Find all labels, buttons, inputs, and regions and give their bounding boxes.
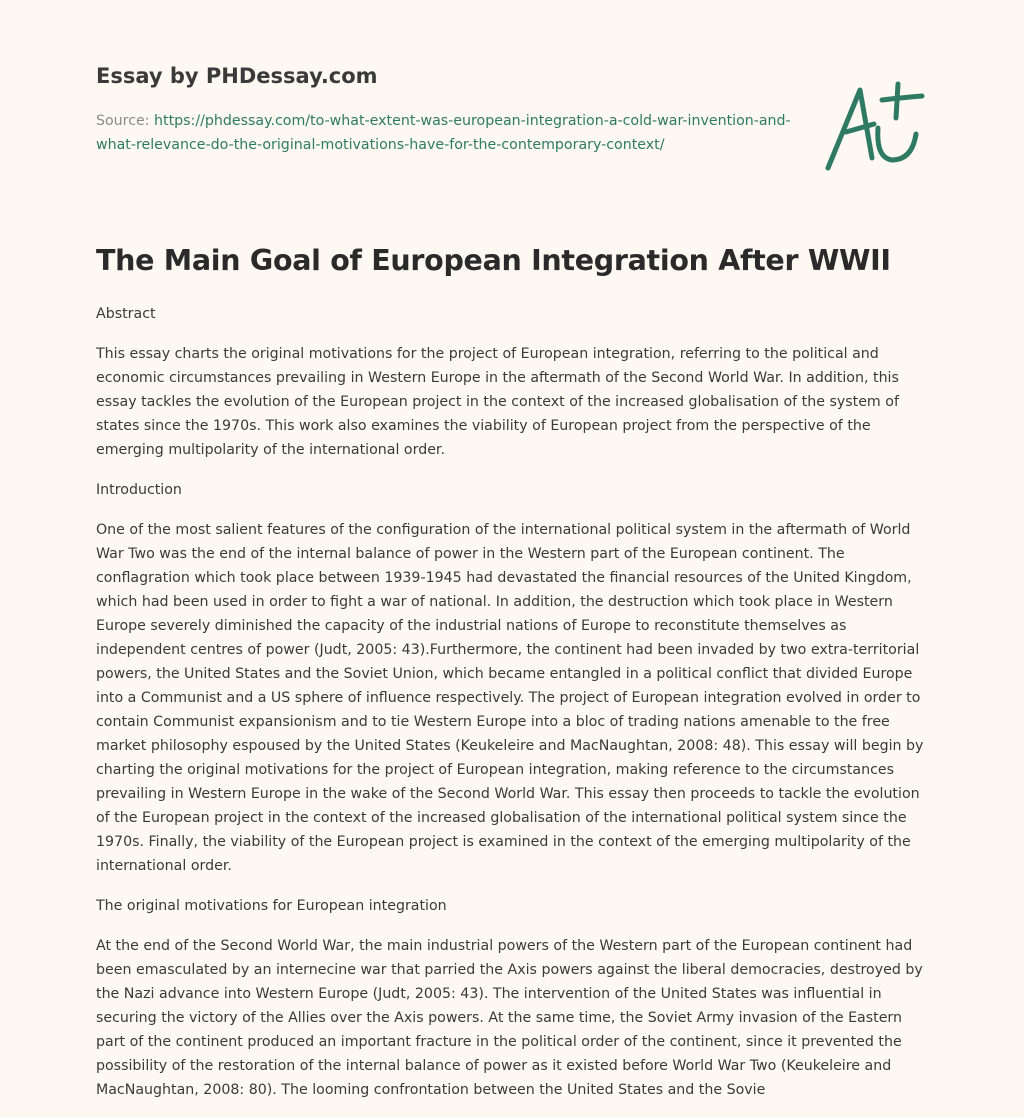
a-plus-grade-icon [820,78,930,178]
motivations-paragraph: At the end of the Second World War, the main industrial powers of the Western part of the European continent had been emasculated by an internecine war that parried the Axis powers against the liberal democracies, destroyed by the Nazi advance into Western Europe (Judt, 2005: 43). The intervention of the United States was influential in securing the victory of the Allies over the Axis powers. At the same time, the Soviet Army invasion of the Eastern part of the continent produced an important fracture in the political order of the continent, since it prevented the possibility of the restoration of the internal balance of power as it existed before World War Two (Keukeleire and MacNaughtan, 2008: 80). The looming confrontation between the United States and the Sovie [96,938,923,1098]
page-header [96,62,796,157]
abstract-paragraph: This essay charts the original motivations for the project of European integration, referring to the political and economic circumstances prevailing in Western Europe in the aftermath of the Second World War. In addition, this essay tackles the evolution of the European project in the context of the increased globalisation of the system of states since the 1970s. This work also examines the viability of European project from the perspective of the emerging multipolarity of the international order. [96,346,899,458]
article-title: The Main Goal of European Integration After WWII [96,244,891,277]
article-body [96,302,932,1118]
site-brand: Essay by PHDessay.com [96,64,378,88]
abstract-heading: Abstract [96,306,156,322]
source-link[interactable]: https://phdessay.com/to-what-extent-was-european-integration-a-cold-war-invention-and-what-relevance-do-the-original-motivations-have-for-the-contemporary-context/ [96,113,791,153]
motivations-heading: The original motivations for European integration [96,898,447,914]
source-line [96,109,796,157]
source-label: Source: [96,113,155,129]
introduction-heading: Introduction [96,482,182,498]
introduction-paragraph: One of the most salient features of the configuration of the international political system in the aftermath of World War Two was the end of the internal balance of power in the Western part of the European continent. The conflagration which took place between 1939-1945 had devastated the financial resources of the United Kingdom, which had been used in order to fight a war of national. In addition, the destruction which took place in Western Europe severely diminished the capacity of the industrial nations of Europe to reconstitute themselves as independent centres of power (Judt, 2005: 43).Furthermore, the continent had been invaded by two extra-territorial powers, the United States and the Soviet Union, which became entangled in a political conflict that divided Europe into a Communist and a US sphere of influence respectively. The project of European integration evolved in order to contain Communist expansionism and to tie Western Europe into a bloc of trading nations amenable to the free market philosophy espoused by the United States (Keukeleire and MacNaughtan, 2008: 48). This essay will begin by charting the original motivations for the project of European integration, making reference to the circumstances prevailing in Western Europe in the wake of the Second World War. This essay then proceeds to tackle the evolution of the European project in the context of the increased globalisation of the international political system since the 1970s. Finally, the viability of the European project is examined in the context of the emerging multipolarity of the international order. [96,522,924,874]
